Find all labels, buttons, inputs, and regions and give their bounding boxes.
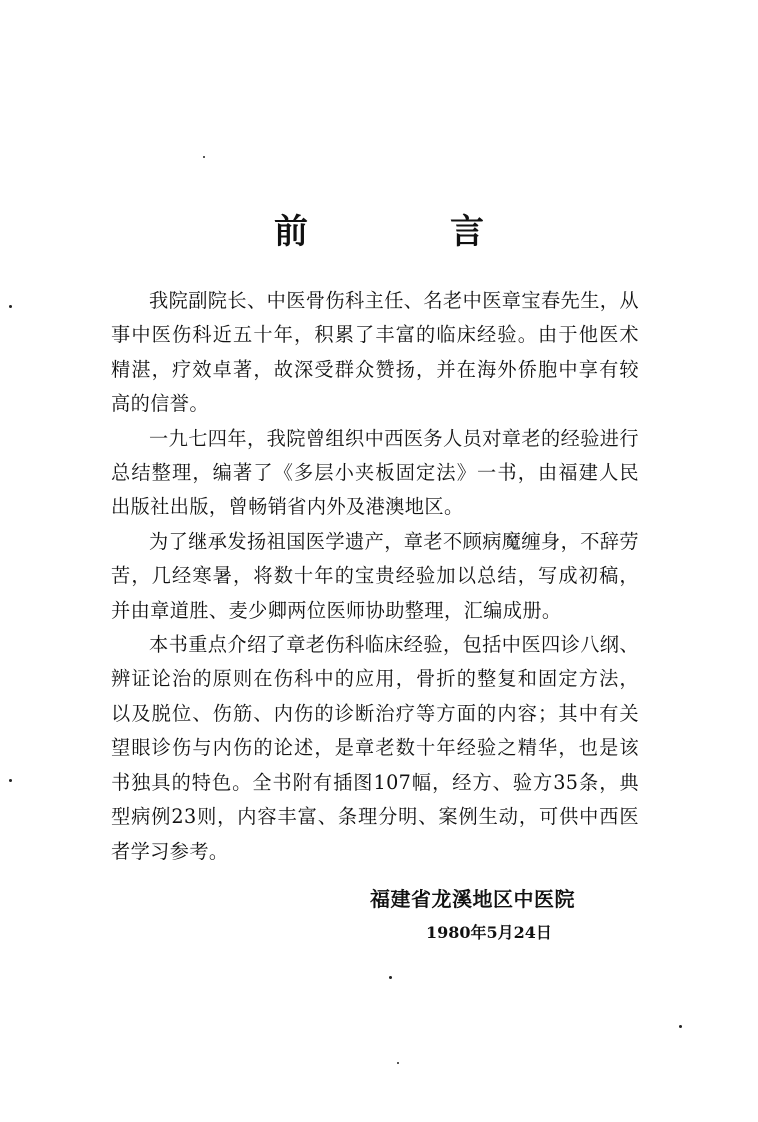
- scan-speck: [397, 1062, 399, 1064]
- paragraph-2: 一九七四年，我院曾组织中西医务人员对章老的经验进行总结整理，编著了《多层小夹板固定法》一书，由福建人民出版社出版，曾畅销省内外及港澳地区。: [111, 426, 639, 519]
- scan-speck: [203, 156, 205, 158]
- scan-speck: [679, 1025, 682, 1028]
- scan-speck: [9, 305, 12, 308]
- preface-body: [111, 284, 639, 869]
- scan-speck: [9, 779, 12, 782]
- paragraph-3: 为了继承发扬祖国医学遗产，章老不顾病魔缠身，不辞劳苦，几经寒暑，将数十年的宝贵经验加以总结，写成初稿，并由章道胜、麦少卿两位医师协助整理，汇编成册。: [111, 529, 639, 622]
- signature-institution: 福建省龙溪地区中医院: [370, 887, 575, 911]
- scan-speck: [389, 976, 392, 979]
- paragraph-4: 本书重点介绍了章老伤科临床经验，包括中医四诊八纲、辨证论治的原则在伤科中的应用，骨折的整复和固定方法，以及脱位、伤筋、内伤的诊断治疗等方面的内容；其中有关望眼诊伤与内伤的论述，是章老数十年经验之精华，也是该书独具的特色。全书附有插图107幅，经方、验方35条，典型病例23则，内容丰富、条理分明、案例生动，可供中西医者学习参考。: [111, 633, 639, 863]
- signature-date: 1980年5月24日: [426, 923, 552, 942]
- page-title: 前 言: [274, 212, 538, 252]
- paragraph-1: 我院副院长、中医骨伤科主任、名老中医章宝春先生，从事中医伤科近五十年，积累了丰富的临床经验。由于他医术精湛，疗效卓著，故深受群众赞扬，并在海外侨胞中享有较高的信誉。: [111, 289, 639, 416]
